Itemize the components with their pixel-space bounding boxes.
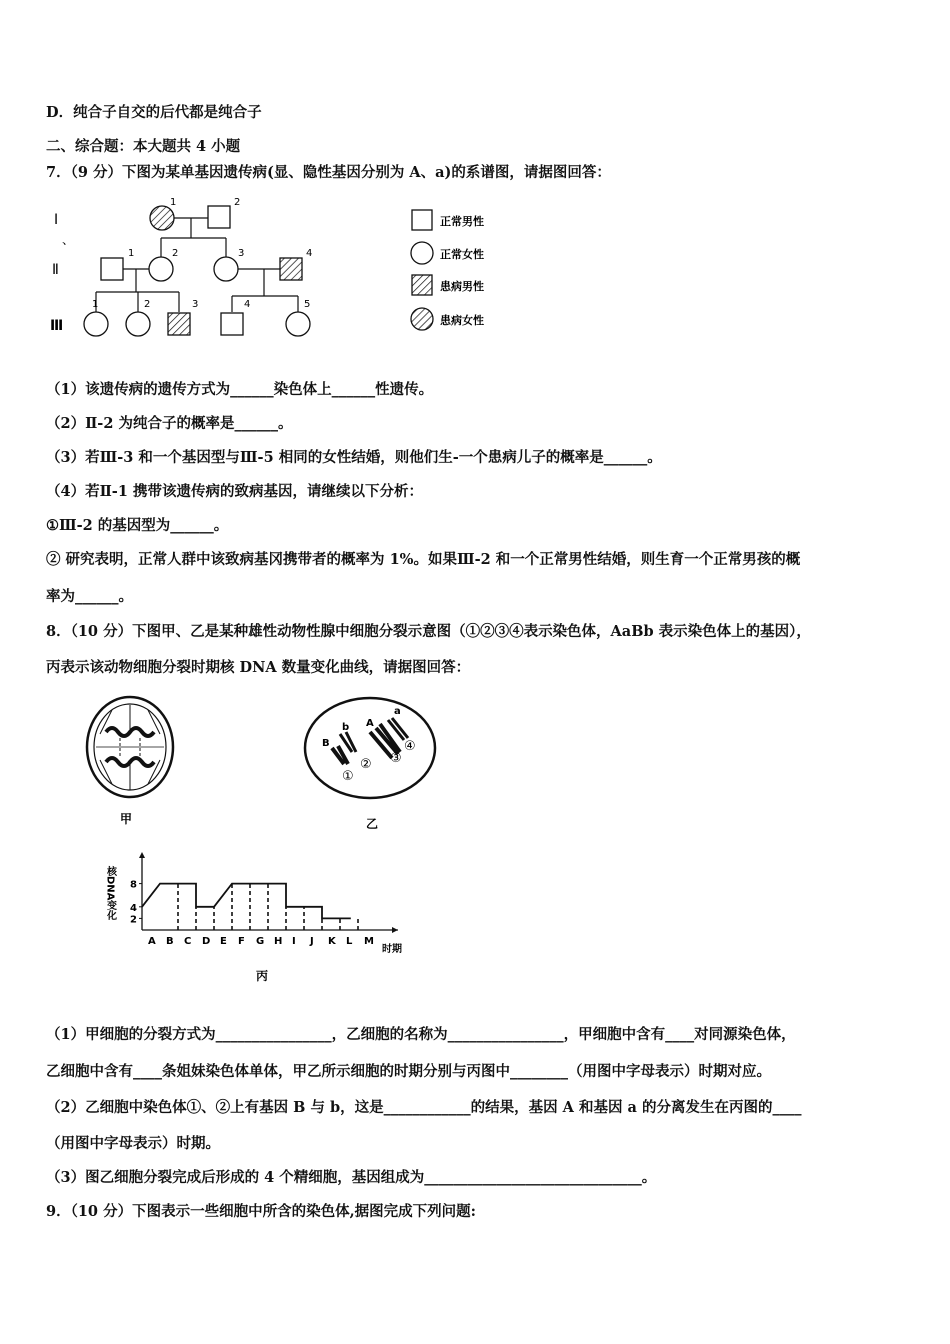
q7-part4: （4）若Ⅱ-1 携带该遗传病的致病基因，请继续以下分析：: [46, 483, 423, 500]
x-tick-label: D: [202, 936, 211, 947]
section-heading: 二、综合题：本大题共 4 小题: [46, 138, 241, 155]
pedigree-figure: [46, 192, 566, 352]
q8-part2-cont: （用图中字母表示）时期。: [46, 1135, 220, 1152]
cell-jia: [87, 697, 173, 826]
x-tick-label: K: [328, 936, 336, 947]
svg-text:正常男性: 正常男性: [440, 215, 484, 228]
chromosome-3: ③: [390, 751, 402, 766]
chromosome-4: ④: [404, 739, 416, 754]
cell-yi: [305, 698, 435, 831]
x-tick-label: L: [346, 936, 353, 947]
svg-text:2: 2: [172, 248, 179, 259]
q7-part4-b: ② 研究表明，正常人群中该致病基冈携带者的概率为 1%。如果Ⅲ-2 和一个正常男性结婚，则生育一个正常男孩的概: [46, 551, 801, 568]
svg-text:1: 1: [128, 248, 135, 259]
x-tick-label: H: [274, 936, 283, 947]
svg-text:5: 5: [304, 299, 311, 310]
III-4-normal-male: [221, 313, 243, 335]
dna-series-line: [142, 884, 351, 919]
svg-text:2: 2: [144, 299, 151, 310]
gene-A: A: [366, 718, 374, 729]
x-axis-label: 时期: [382, 944, 402, 955]
gen-label-dot: 、: [62, 233, 75, 247]
q8-part1-cont: 乙细胞中含有____条姐妹染色体单体，甲乙所示细胞的时期分别与丙图中________（用图中字母表示）时期对应。: [46, 1063, 771, 1080]
cell-jia-label: 甲: [120, 812, 133, 826]
x-axis-arrow: [392, 927, 398, 933]
x-tick-label: J: [310, 936, 314, 947]
dna-chart: [100, 852, 420, 990]
y-axis-label: 核DNA变化: [104, 866, 116, 921]
III-5-normal-female: [286, 312, 310, 336]
svg-text:3: 3: [192, 299, 199, 310]
x-tick-label: B: [166, 936, 174, 947]
III-3-affected-male: [168, 313, 190, 335]
q7-part4-a: ①Ⅲ-2 的基因型为______。: [46, 517, 229, 534]
q8-part3: （3）图乙细胞分裂完成后形成的 4 个精细胞，基因组成为______________________________。: [46, 1169, 657, 1186]
q8-part1: （1）甲细胞的分裂方式为________________，乙细胞的名称为________________，甲细胞中含有____对同源染色体，: [46, 1026, 796, 1043]
svg-text:正常女性: 正常女性: [440, 248, 484, 261]
svg-text:患病女性: 患病女性: [440, 314, 484, 327]
q7-part2: （2）Ⅱ-2 为纯合子的概率是______。: [46, 415, 293, 432]
gene-B: B: [322, 738, 330, 749]
y-tick-label: 8: [130, 879, 137, 891]
chart-title: 丙: [256, 969, 269, 983]
gene-b: b: [342, 722, 350, 733]
II-3-normal-female: [214, 257, 238, 281]
svg-text:1: 1: [92, 299, 99, 310]
cell-figures: [70, 690, 450, 840]
gene-a: a: [394, 706, 401, 717]
svg-text:患病男性: 患病男性: [440, 280, 484, 293]
x-tick-label: E: [220, 936, 227, 947]
legend-affected-male-icon: [412, 275, 432, 295]
y-axis-arrow: [139, 852, 145, 858]
x-tick-label: M: [364, 936, 374, 947]
q7-part1: （1）该遗传病的遗传方式为______染色体上______性遗传。: [46, 381, 434, 398]
question-7-stem: 7．（9 分）下图为某单基因遗传病(显、隐性基因分别为 A、a)的系谱图，请据图回答：: [46, 164, 611, 181]
question-9-stem: 9．（10 分）下图表示一些细胞中所含的染色体,据图完成下列问题:: [46, 1203, 476, 1220]
svg-text:4: 4: [306, 248, 313, 259]
q8-part2: （2）乙细胞中染色体①、②上有基因 B 与 b，这是____________的结果，基因 A 和基因 a 的分离发生在丙图的____: [46, 1099, 802, 1116]
chromosome-2: ②: [360, 757, 372, 772]
II-2-normal-female: [149, 257, 173, 281]
II-1-normal-male: [101, 258, 123, 280]
x-tick-label: F: [238, 936, 245, 947]
gen-label-III: Ⅲ: [50, 318, 64, 334]
y-tick-label: 2: [130, 914, 137, 926]
y-tick-label: 4: [130, 902, 137, 914]
legend-normal-female-icon: [411, 242, 433, 264]
q7-part4-b-cont: 率为______。: [46, 588, 133, 605]
question-8-stem-cont: 丙表示该动物细胞分裂时期核 DNA 数量变化曲线，请据图回答：: [46, 659, 471, 676]
I-1-affected-female: [150, 206, 174, 230]
svg-text:4: 4: [244, 299, 251, 310]
gen-label-II: Ⅱ: [52, 262, 59, 278]
x-tick-label: C: [184, 936, 192, 947]
option-d: D．纯合子自交的后代都是纯合子: [46, 104, 262, 121]
legend-affected-female-icon: [411, 308, 433, 330]
legend-normal-male-icon: [412, 210, 432, 230]
chromosome-1: ①: [342, 769, 354, 784]
svg-text:1: 1: [170, 197, 177, 208]
II-4-affected-male: [280, 258, 302, 280]
x-tick-label: I: [292, 936, 296, 947]
q7-part3: （3）若Ⅲ-3 和一个基因型与Ⅲ-5 相同的女性结婚，则他们生-一个患病儿子的概率是______。: [46, 449, 662, 466]
svg-text:3: 3: [238, 248, 245, 259]
III-1-normal-female: [84, 312, 108, 336]
cell-yi-label: 乙: [366, 817, 379, 831]
svg-text:2: 2: [234, 197, 241, 208]
question-8-stem: 8．（10 分）下图甲、乙是某种雄性动物性腺中细胞分裂示意图（①②③④表示染色体，AaBb 表示染色体上的基因），: [46, 623, 811, 640]
III-2-normal-female: [126, 312, 150, 336]
x-tick-label: G: [256, 936, 265, 947]
x-tick-label: A: [148, 936, 156, 947]
gen-label-I: Ⅰ: [54, 212, 59, 228]
I-2-normal-male: [208, 206, 230, 228]
